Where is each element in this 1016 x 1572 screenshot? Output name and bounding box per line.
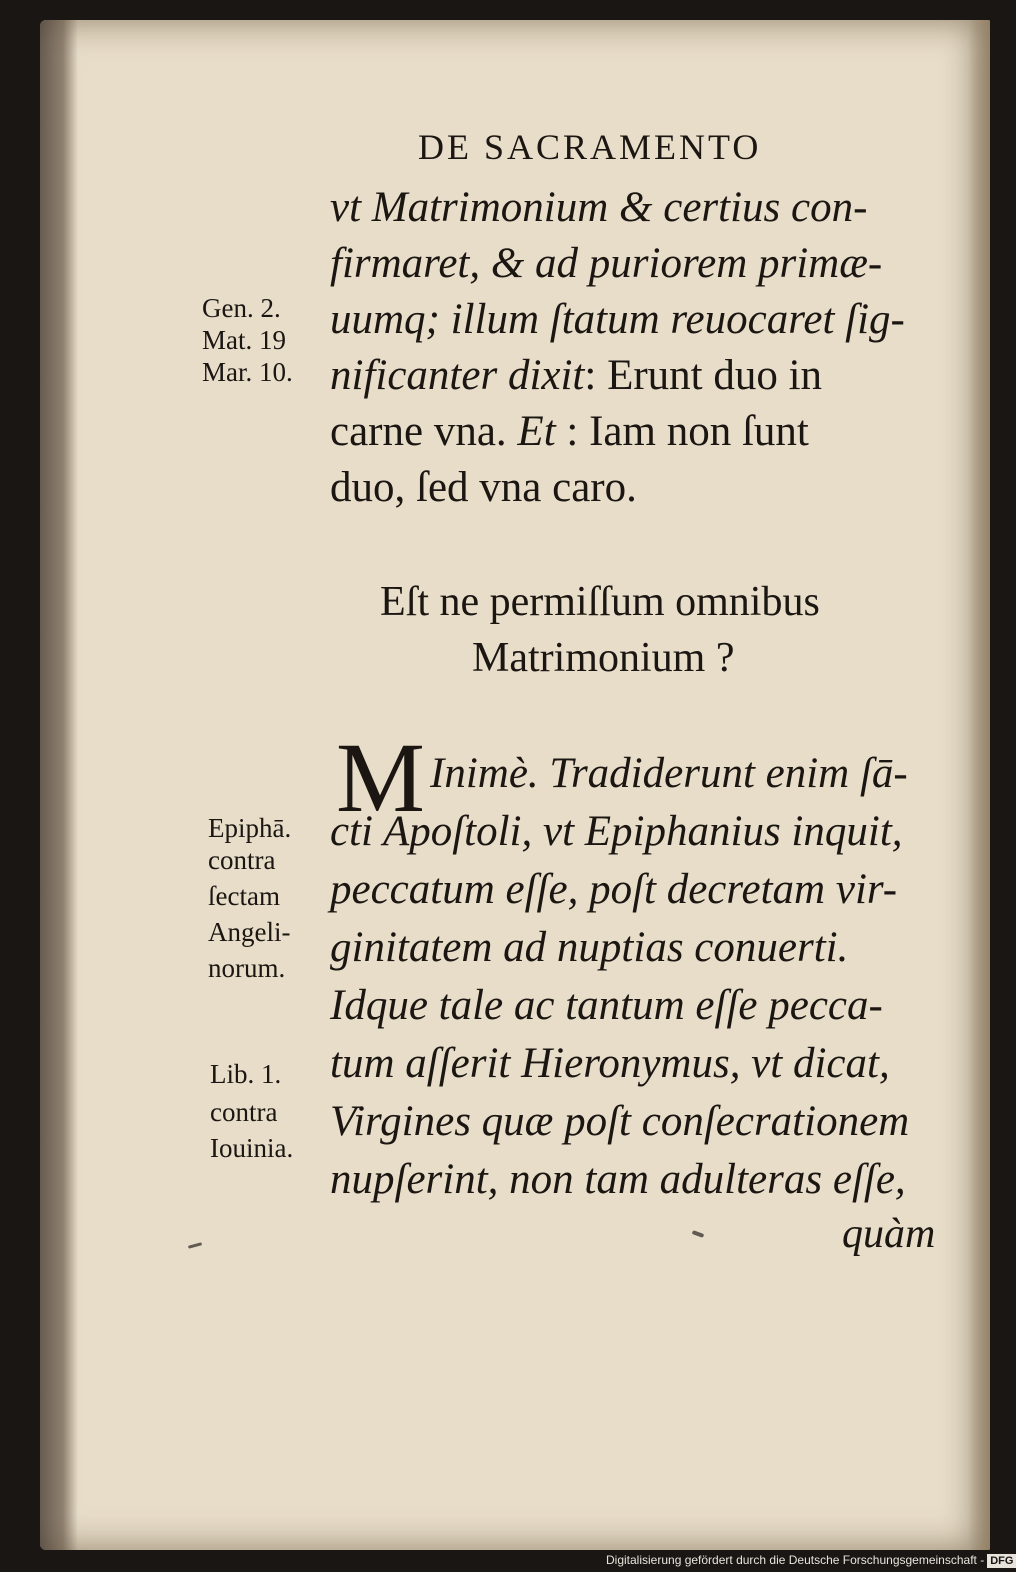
digitization-credit — [606, 1553, 1016, 1568]
answer-line-5: Idque tale ac tantum eſſe pecca- — [330, 982, 883, 1029]
margin-note-3-line-2: contra — [210, 1097, 278, 1127]
answer-line-7: Virgines quæ poſt conſecrationem — [330, 1098, 910, 1145]
margin-note-2-line-3: ſectam — [208, 881, 280, 911]
credit-text: Digitalisierung gefördert durch die Deutsche Forschungsgemeinschaft - — [606, 1553, 985, 1567]
margin-note-1-line-1: Gen. 2. — [202, 293, 281, 323]
margin-note-3-line-1: Lib. 1. — [210, 1059, 282, 1089]
margin-note-1-line-3: Mar. 10. — [202, 357, 293, 387]
answer-line-3: peccatum eſſe, poſt decretam vir- — [330, 866, 898, 913]
body-line-1: vt Matrimonium & certius con- — [330, 184, 868, 231]
body-line-3: uumq; illum ſtatum reuocaret ſig- — [330, 296, 905, 343]
body-line-5-italic: Et — [517, 408, 556, 455]
section-title-line-2: Matrimonium ? — [472, 635, 735, 681]
drop-cap: M — [336, 722, 425, 833]
binding-gutter — [40, 20, 78, 1550]
margin-note-2-line-2: contra — [208, 845, 276, 875]
margin-note-2-line-1: Epiphā. — [208, 813, 292, 843]
margin-note-1-line-2: Mat. 19 — [202, 325, 286, 355]
answer-line-2: cti Apoſtoli, vt Epiphanius inquit, — [330, 808, 903, 855]
body-line-5-part-a: carne vna. — [330, 408, 518, 455]
answer-line-1: Inimè. Tradiderunt enim ſā- — [430, 750, 908, 797]
body-line-5-part-c: : Iam non ſunt — [555, 408, 809, 455]
margin-note-2-line-5: norum. — [208, 953, 286, 983]
section-title-line-1: Eſt ne permiſſum omnibus — [380, 579, 820, 625]
running-title: DE SACRAMENTO — [418, 127, 762, 167]
body-line-4 — [330, 348, 822, 404]
answer-line-4: ginitatem ad nuptias conuerti. — [330, 924, 849, 971]
body-line-5 — [330, 404, 809, 460]
dfg-logo: DFG — [987, 1554, 1016, 1568]
body-line-6: duo, ſed vna caro. — [330, 464, 637, 511]
body-line-4-italic: nificanter dixit — [330, 352, 585, 399]
answer-line-6: tum aſſerit Hieronymus, vt dicat, — [330, 1040, 890, 1087]
page-edge — [968, 20, 990, 1550]
body-line-2: firmaret, & ad puriorem primæ- — [330, 240, 883, 287]
margin-note-2-line-4: Angeli- — [208, 917, 291, 947]
body-line-4-roman: : Erunt duo in — [584, 352, 823, 399]
margin-note-3-line-3: Iouinia. — [210, 1133, 294, 1163]
catchword: quàm — [842, 1211, 936, 1257]
answer-line-8: nupſerint, non tam adulteras eſſe, — [330, 1156, 906, 1203]
